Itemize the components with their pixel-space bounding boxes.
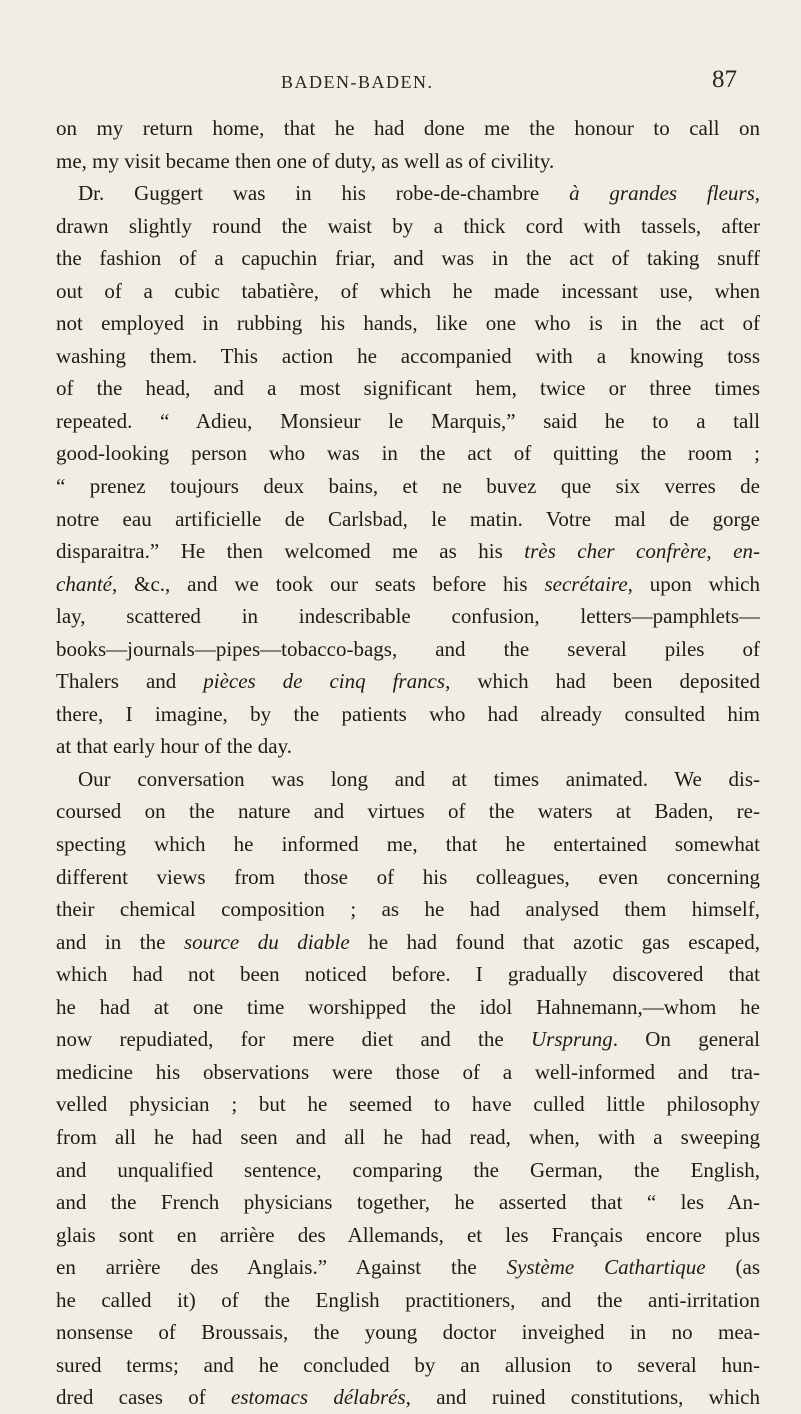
text-line bbox=[56, 372, 760, 405]
text-line bbox=[56, 1316, 760, 1349]
text-line bbox=[56, 1381, 760, 1414]
text-run: glais sont en arrière des Allemands, et les Français encore plus bbox=[56, 1222, 760, 1247]
text-line bbox=[56, 1023, 760, 1056]
text-line bbox=[56, 1154, 760, 1187]
text-line bbox=[56, 828, 760, 861]
text-line bbox=[56, 340, 760, 373]
text-run: en arrière des Anglais.” Against the bbox=[56, 1255, 507, 1280]
text-run: , bbox=[706, 539, 734, 564]
paragraph-first-line bbox=[56, 177, 760, 210]
italic-phrase: Système Cathartique bbox=[506, 1255, 706, 1280]
italic-phrase: source du diable bbox=[183, 929, 350, 954]
text-line bbox=[56, 698, 760, 731]
text-line bbox=[56, 600, 760, 633]
text-line bbox=[56, 958, 760, 991]
text-run: specting which he informed me, that he entertained somewhat bbox=[56, 832, 760, 857]
text-run: out of a cubic tabatière, of which he made incessant use, when bbox=[56, 278, 760, 303]
text-run: repeated. “ Adieu, Monsieur le Marquis,” said he to a tall bbox=[56, 408, 760, 433]
text-run: from all he had seen and all he had read, when, with a sweeping bbox=[56, 1124, 760, 1149]
text-line bbox=[56, 1349, 760, 1382]
text-run: , which had been deposited bbox=[445, 669, 760, 694]
text-run: lay, scattered in indescribable confusion, letters—pamphlets— bbox=[56, 604, 760, 629]
text-line bbox=[56, 307, 760, 340]
text-line bbox=[56, 1121, 760, 1154]
text-run: and the French physicians together, he asserted that “ les An- bbox=[56, 1190, 760, 1215]
text-run: good-looking person who was in the act of quitting the room ; bbox=[56, 441, 760, 466]
text-run: and unqualified sentence, comparing the German, the English, bbox=[56, 1157, 760, 1182]
text-run: notre eau artificielle de Carlsbad, le matin. Votre mal de gorge bbox=[56, 506, 760, 531]
running-head: BADEN-BADEN. bbox=[281, 72, 434, 92]
text-line bbox=[56, 1088, 760, 1121]
text-run: not employed in rubbing his hands, like one who is in the act of bbox=[56, 311, 760, 336]
text-run: the fashion of a capuchin friar, and was in the act of taking snuff bbox=[56, 246, 760, 271]
text-run: different views from those of his colleagues, even concerning bbox=[56, 864, 760, 889]
text-run: at that early hour of the day. bbox=[56, 734, 292, 759]
text-line bbox=[56, 1251, 760, 1284]
text-run: their chemical composition ; as he had analysed them himself, bbox=[56, 897, 760, 922]
italic-phrase: pièces de cinq francs bbox=[203, 669, 446, 694]
text-line bbox=[56, 1219, 760, 1252]
text-run: sured terms; and he concluded by an allusion to several hun- bbox=[56, 1352, 760, 1377]
text-line bbox=[56, 535, 760, 568]
page-number: 87 bbox=[712, 66, 737, 93]
text-line bbox=[56, 1056, 760, 1089]
italic-phrase: très cher confrère bbox=[524, 539, 707, 564]
text-line bbox=[56, 503, 760, 536]
text-line bbox=[56, 861, 760, 894]
text-run: drawn slightly round the waist by a thick cord with tassels, after bbox=[56, 213, 760, 238]
italic-phrase: secrétaire bbox=[544, 571, 628, 596]
text-run: velled physician ; but he seemed to have culled little philosophy bbox=[56, 1092, 760, 1117]
text-run: medicine his observations were those of a well-informed and tra- bbox=[56, 1059, 760, 1084]
italic-phrase: à grandes fleurs bbox=[569, 181, 755, 206]
text-run: , bbox=[754, 181, 761, 206]
text-run: and in the bbox=[56, 929, 184, 954]
text-run: (as bbox=[705, 1255, 760, 1280]
text-run: nonsense of Broussais, the young doctor inveighed in no mea- bbox=[56, 1320, 760, 1345]
text-run: disparaitra.” He then welcomed me as his bbox=[56, 539, 525, 564]
text-line bbox=[56, 893, 760, 926]
text-line bbox=[56, 926, 760, 959]
text-run: there, I imagine, by the patients who had already consulted him bbox=[56, 701, 760, 726]
text-line bbox=[56, 568, 760, 601]
text-run: “ prenez toujours deux bains, et ne buvez que six verres de bbox=[56, 474, 760, 499]
paragraph-first-line bbox=[56, 763, 760, 796]
text-run: Thalers and bbox=[56, 669, 204, 694]
text-run: he had at one time worshipped the idol Hahnemann,—whom he bbox=[56, 994, 760, 1019]
italic-phrase: Ursprung bbox=[531, 1027, 613, 1052]
text-line bbox=[56, 470, 760, 503]
italic-phrase: chanté bbox=[56, 571, 112, 596]
text-run: Our conversation was long and at times animated. We dis- bbox=[78, 766, 760, 791]
text-line bbox=[56, 242, 760, 275]
text-run: dred cases of bbox=[56, 1385, 232, 1410]
text-line bbox=[56, 405, 760, 438]
text-run: which had not been noticed before. I gradually discovered that bbox=[56, 962, 760, 987]
text-line bbox=[56, 1284, 760, 1317]
text-line bbox=[56, 991, 760, 1024]
text-run: now repudiated, for mere diet and the bbox=[56, 1027, 532, 1052]
text-run: Dr. Guggert was in his robe-de-chambre bbox=[78, 181, 570, 206]
text-run: washing them. This action he accompanied with a knowing toss bbox=[56, 343, 760, 368]
text-run: . On general bbox=[612, 1027, 760, 1052]
text-line bbox=[56, 112, 760, 145]
text-run: coursed on the nature and virtues of the waters at Baden, re- bbox=[56, 799, 760, 824]
text-line bbox=[56, 665, 760, 698]
text-run: books—journals—pipes—tobacco-bags, and the several piles of bbox=[56, 636, 760, 661]
text-run: , &c., and we took our seats before his bbox=[111, 571, 545, 596]
text-line bbox=[56, 795, 760, 828]
text-run: me, my visit became then one of duty, as well as of civility. bbox=[56, 148, 555, 173]
text-run: he called it) of the English practitioners, and the anti-irritation bbox=[56, 1287, 760, 1312]
text-line bbox=[56, 210, 760, 243]
italic-phrase: en- bbox=[733, 539, 760, 564]
body-text bbox=[56, 112, 760, 1414]
text-line bbox=[56, 437, 760, 470]
text-run: of the head, and a most significant hem, twice or three times bbox=[56, 376, 760, 401]
text-line bbox=[56, 730, 760, 763]
text-line bbox=[56, 145, 760, 178]
text-run: , upon which bbox=[627, 571, 760, 596]
text-line bbox=[56, 275, 760, 308]
text-line bbox=[56, 633, 760, 666]
text-run: on my return home, that he had done me the honour to call on bbox=[56, 116, 760, 140]
text-line bbox=[56, 1186, 760, 1219]
italic-phrase: estomacs délabrés bbox=[231, 1385, 406, 1410]
text-run: , and ruined constitutions, which bbox=[405, 1385, 760, 1410]
text-run: he had found that azotic gas escaped, bbox=[349, 929, 761, 954]
